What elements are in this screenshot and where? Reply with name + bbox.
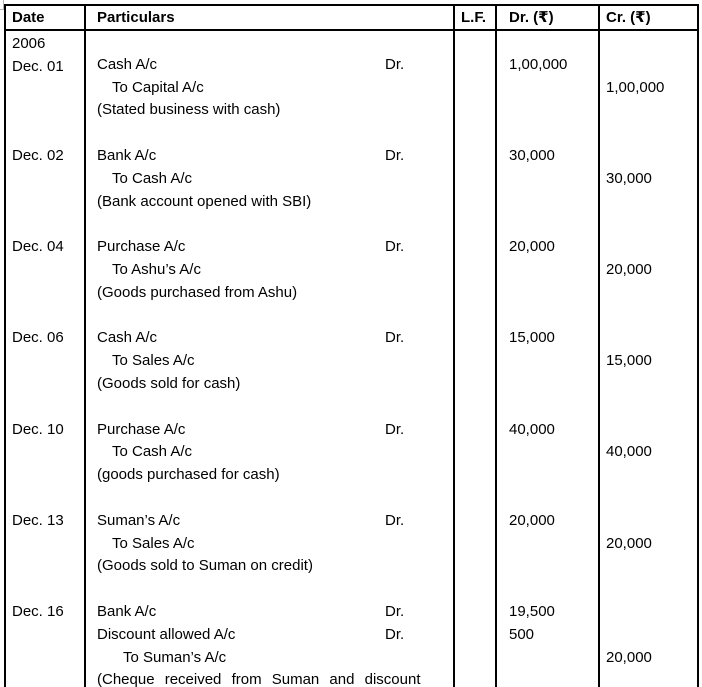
table-body (6, 31, 697, 687)
debit-account: Suman’s A/c (97, 511, 181, 529)
narration: (Goods sold for cash) (97, 374, 241, 392)
debit-line (97, 327, 453, 350)
debit-line (97, 624, 453, 647)
entry-date-cell (6, 510, 86, 601)
debit-line (97, 601, 453, 624)
entry-particulars-cell (86, 145, 455, 236)
credit-line: To Sales A/c (112, 352, 195, 370)
entry-particulars-cell (86, 510, 455, 601)
entry-cr-cell (600, 327, 697, 418)
credit-amount: 20,000 (606, 648, 652, 666)
entry-date-cell (6, 419, 86, 510)
debit-line (97, 145, 453, 168)
credit-amount: 40,000 (606, 443, 652, 461)
entry-dr-cell (497, 601, 600, 687)
journal-entry (6, 510, 697, 601)
credit-line: To Cash A/c (112, 169, 193, 187)
narration: (goods purchased for cash) (97, 466, 280, 484)
entry-lf-cell (455, 601, 497, 687)
entry-cr-cell (600, 601, 697, 687)
credit-amount: 15,000 (606, 352, 652, 370)
debit-account: Purchase A/c (97, 238, 186, 256)
debit-line (97, 419, 453, 442)
entry-dr-cell (497, 327, 600, 418)
credit-line: To Ashu’s A/c (112, 260, 201, 278)
entry-particulars-cell (86, 236, 455, 327)
entry-date: Dec. 04 (12, 238, 64, 256)
debit-account: Cash A/c (97, 55, 158, 73)
entry-particulars-cell (86, 327, 455, 418)
debit-account: Purchase A/c (97, 420, 186, 438)
entry-lf-cell (455, 236, 497, 327)
journal-table (4, 4, 699, 687)
debit-amount: 1,00,000 (509, 55, 568, 73)
entry-particulars-cell (86, 601, 455, 687)
credit-line: To Capital A/c (112, 78, 204, 96)
dr-label: Dr. (385, 146, 405, 164)
dr-label: Dr. (385, 625, 405, 643)
entry-cr-cell (600, 419, 697, 510)
dr-label: Dr. (385, 420, 405, 438)
dr-label: Dr. (385, 511, 405, 529)
narration: (Bank account opened with SBI) (97, 192, 312, 210)
entry-date: Dec. 06 (12, 329, 64, 347)
entry-particulars-cell (86, 419, 455, 510)
entry-year: 2006 (12, 35, 46, 52)
debit-line (97, 54, 453, 77)
entry-cr-cell (600, 31, 697, 145)
debit-amount: 500 (509, 625, 535, 643)
debit-line (97, 510, 453, 533)
table-header-row (6, 6, 697, 31)
debit-amount: 20,000 (509, 238, 555, 256)
journal-entry (6, 327, 697, 418)
dr-label: Dr. (385, 329, 405, 347)
entry-dr-cell (497, 31, 600, 145)
debit-account: Discount allowed A/c (97, 625, 236, 643)
debit-amount: 30,000 (509, 146, 555, 164)
entry-particulars-cell (86, 31, 455, 145)
journal-entry (6, 236, 697, 327)
dr-label: Dr. (385, 602, 405, 620)
credit-line: To Suman’s A/c (123, 648, 227, 666)
credit-amount: 1,00,000 (606, 78, 665, 96)
entry-date-cell (6, 327, 86, 418)
entry-date-cell (6, 31, 86, 145)
entry-date-cell (6, 601, 86, 687)
entry-lf-cell (455, 31, 497, 145)
dr-label: Dr. (385, 238, 405, 256)
entry-date-cell (6, 236, 86, 327)
entry-lf-cell (455, 327, 497, 418)
narration: (Goods purchased from Ashu) (97, 283, 298, 301)
header-dr: Dr. (₹) (497, 6, 600, 29)
entry-dr-cell (497, 510, 600, 601)
entry-dr-cell (497, 419, 600, 510)
credit-amount: 20,000 (606, 534, 652, 552)
entry-cr-cell (600, 145, 697, 236)
header-date: Date (6, 6, 86, 29)
entry-lf-cell (455, 510, 497, 601)
journal-entry (6, 601, 697, 687)
narration: (Cheque received from Suman and discount (97, 671, 421, 687)
journal-entry (6, 145, 697, 236)
debit-amount: 15,000 (509, 329, 555, 347)
entry-lf-cell (455, 419, 497, 510)
entry-dr-cell (497, 236, 600, 327)
debit-line (97, 236, 453, 259)
entry-date: Dec. 16 (12, 602, 64, 620)
journal-entry (6, 31, 697, 145)
debit-account: Bank A/c (97, 602, 157, 620)
header-lf: L.F. (455, 6, 497, 29)
entry-date-cell (6, 145, 86, 236)
credit-line: To Sales A/c (112, 534, 195, 552)
credit-amount: 30,000 (606, 169, 652, 187)
entry-date: Dec. 01 (12, 57, 64, 75)
debit-account: Cash A/c (97, 329, 158, 347)
journal-entry (6, 419, 697, 510)
debit-amount: 20,000 (509, 511, 555, 529)
narration: (Stated business with cash) (97, 101, 281, 119)
credit-line: To Cash A/c (112, 443, 193, 461)
header-particulars: Particulars (86, 6, 455, 29)
entry-dr-cell (497, 145, 600, 236)
entry-lf-cell (455, 145, 497, 236)
debit-amount: 19,500 (509, 602, 555, 620)
credit-amount: 20,000 (606, 260, 652, 278)
entry-date: Dec. 13 (12, 511, 64, 529)
debit-account: Bank A/c (97, 146, 157, 164)
entry-cr-cell (600, 236, 697, 327)
entry-date: Dec. 02 (12, 146, 64, 164)
entry-date: Dec. 10 (12, 420, 64, 438)
narration: (Goods sold to Suman on credit) (97, 557, 313, 575)
debit-amount: 40,000 (509, 420, 555, 438)
header-cr: Cr. (₹) (606, 9, 651, 26)
dr-label: Dr. (385, 55, 405, 73)
entry-cr-cell (600, 510, 697, 601)
